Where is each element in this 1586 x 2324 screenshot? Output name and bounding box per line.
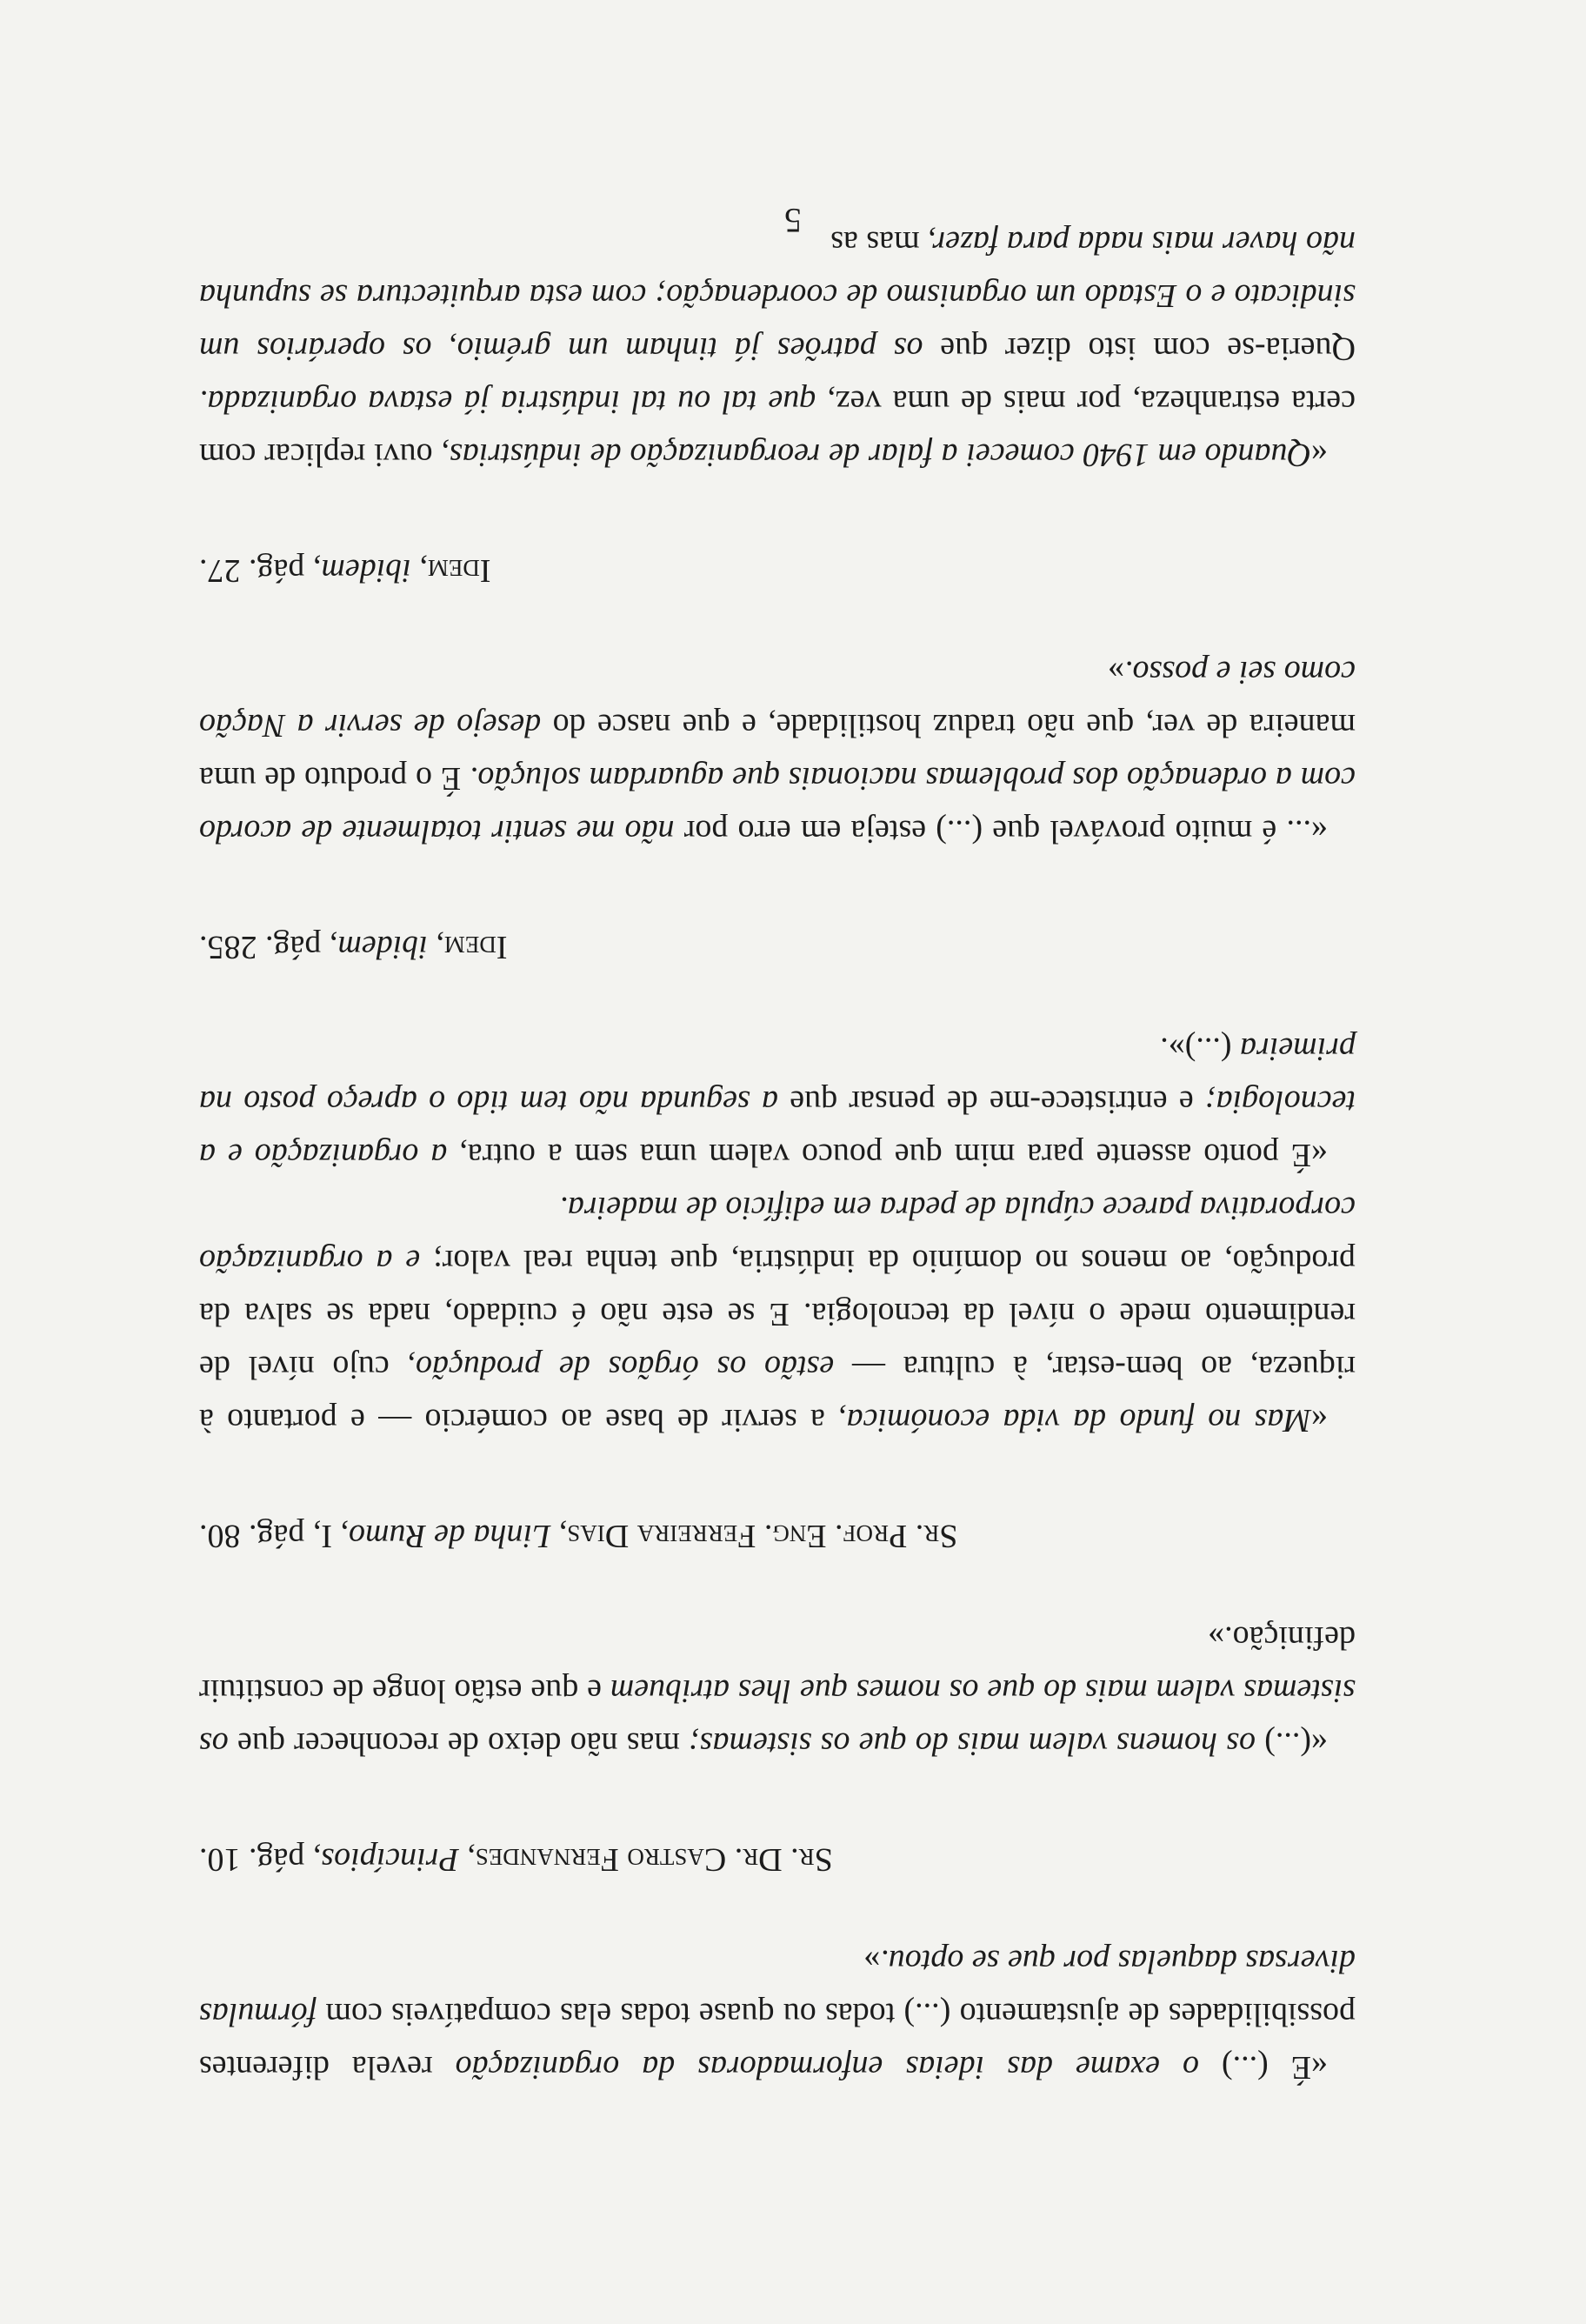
quote-text: « [1311, 437, 1328, 473]
quote-text: mas não deixo de reconhecer que [228, 1726, 690, 1762]
citation-author: Sr. Prof. Eng. Ferreira Dias [567, 1518, 958, 1554]
citation: Sr. Prof. Eng. Ferreira Dias, Linha de Rumo, I, pág. 80. [199, 1518, 958, 1554]
quote-text: e entristece-me de pensar que [778, 1084, 1205, 1120]
quote-text: «É ponto assente para mim que pouco valem uma sem a outra, [447, 1137, 1328, 1173]
quote-text: » [1108, 654, 1125, 691]
quote-text: É o produto de uma maneira de ver, que não traduz hostilidade, e que nasce do [199, 707, 1356, 797]
citation-author: Sr. Dr. Castro Fernandes [475, 1841, 833, 1878]
citation-work: ibidem [321, 552, 411, 589]
quote-paragraph [199, 1611, 1356, 1770]
citation-work: Linha de Rumo [349, 1518, 551, 1554]
quote-text: «(...) [1255, 1726, 1328, 1762]
quote-text: « [1311, 1402, 1328, 1439]
quote-text: e que estão longe de constituir definição.» [199, 1619, 1356, 1709]
quote-emphasis: os patrões já tinham um grémio, os operários um sindicato e o Estado um organismo de coordenação; com esta arquitectura se supunha não haver mais nada para fazer, [199, 224, 1356, 367]
quote-text: Queria-se com isto dizer que [923, 331, 1356, 367]
quote-text: revela diferentes possibilidades de ajustamento (...) todas ou quase todas elas compatíveis com [199, 1996, 1356, 2086]
quote-text: cujo nível de rendimento mede o nível da tecnologia. E se este não é cuidado, nada se salva da produção, ao menos no domínio da indústria, que tenha real valor; [199, 1243, 1356, 1386]
quote-text: (...)». [1160, 1031, 1240, 1067]
quote-emphasis: a organização e a tecnologia; [199, 1084, 1356, 1173]
quote-paragraph [199, 1022, 1356, 1181]
citation-author: Idem [427, 552, 491, 589]
quote-paragraph [199, 645, 1356, 858]
quote-emphasis: o exame das ideias enformadoras da organização [455, 2049, 1199, 2086]
citation: Idem, ibidem, pág. 285. [199, 929, 508, 965]
quote-emphasis: os sistemas valem mais do que os nomes que lhes atribuem [199, 1673, 1356, 1762]
quote-text: a servir de base ao comércio — e portanto à riqueza, ao bem-estar, à cultura — [199, 1349, 1356, 1439]
quote-paragraph [199, 1181, 1356, 1446]
citation-page: pág. 285. [199, 929, 322, 965]
quote-emphasis: fórmulas diversas daquelas por que se optou. [199, 1943, 1356, 2033]
quote-emphasis: a segunda não tem tido o apreço posto na primeira [198, 1031, 1356, 1120]
page-number: 5 [784, 201, 802, 240]
quote-emphasis: que tal ou tal indústria já estava organizada. [199, 384, 816, 420]
quote-emphasis: e a organização corporativa parece cúpula de pedra em edifício de madeira. [199, 1190, 1356, 1279]
citation: Idem, ibidem, pág. 27. [199, 552, 491, 589]
quote-text: «É (...) [1198, 2049, 1328, 2086]
citation-work: ibidem [337, 929, 428, 965]
citation-page: I, pág. 80. [199, 1518, 333, 1554]
citation-page: pág. 27. [199, 552, 305, 589]
quote-text: mas as [830, 224, 929, 261]
citation-page: pág. 10. [199, 1841, 305, 1878]
citation-author: Idem [443, 929, 508, 965]
citation: Sr. Dr. Castro Fernandes, Princípios, pág. 10. [199, 1841, 833, 1878]
quote-paragraph [199, 1934, 1356, 2094]
quote-text: ouvi replicar com certa estranheza, por mais de uma vez, [199, 384, 1356, 473]
citation-work: Princípios [321, 1841, 459, 1878]
quote-emphasis: os homens valem mais do que os sistemas; [689, 1726, 1256, 1762]
quote-emphasis: estão os órgãos de produção, [407, 1349, 835, 1386]
quote-emphasis: Mas no fundo da vida económica, [838, 1402, 1311, 1439]
quote-emphasis: desejo de servir a Nação como sei e posso. [198, 654, 1356, 744]
quote-emphasis: Quando em 1940 comecei a falar de reorganização de indústrias, [441, 437, 1311, 473]
quote-emphasis: não me sentir totalmente de acordo com a ordenação dos problemas nacionais que aguardam solução. [199, 760, 1356, 850]
page-content [199, 216, 1356, 2094]
quote-paragraph [199, 216, 1356, 481]
quote-text: «... é muito provável que (...) esteja em erro por [674, 813, 1328, 850]
quote-text: » [863, 1943, 881, 1980]
